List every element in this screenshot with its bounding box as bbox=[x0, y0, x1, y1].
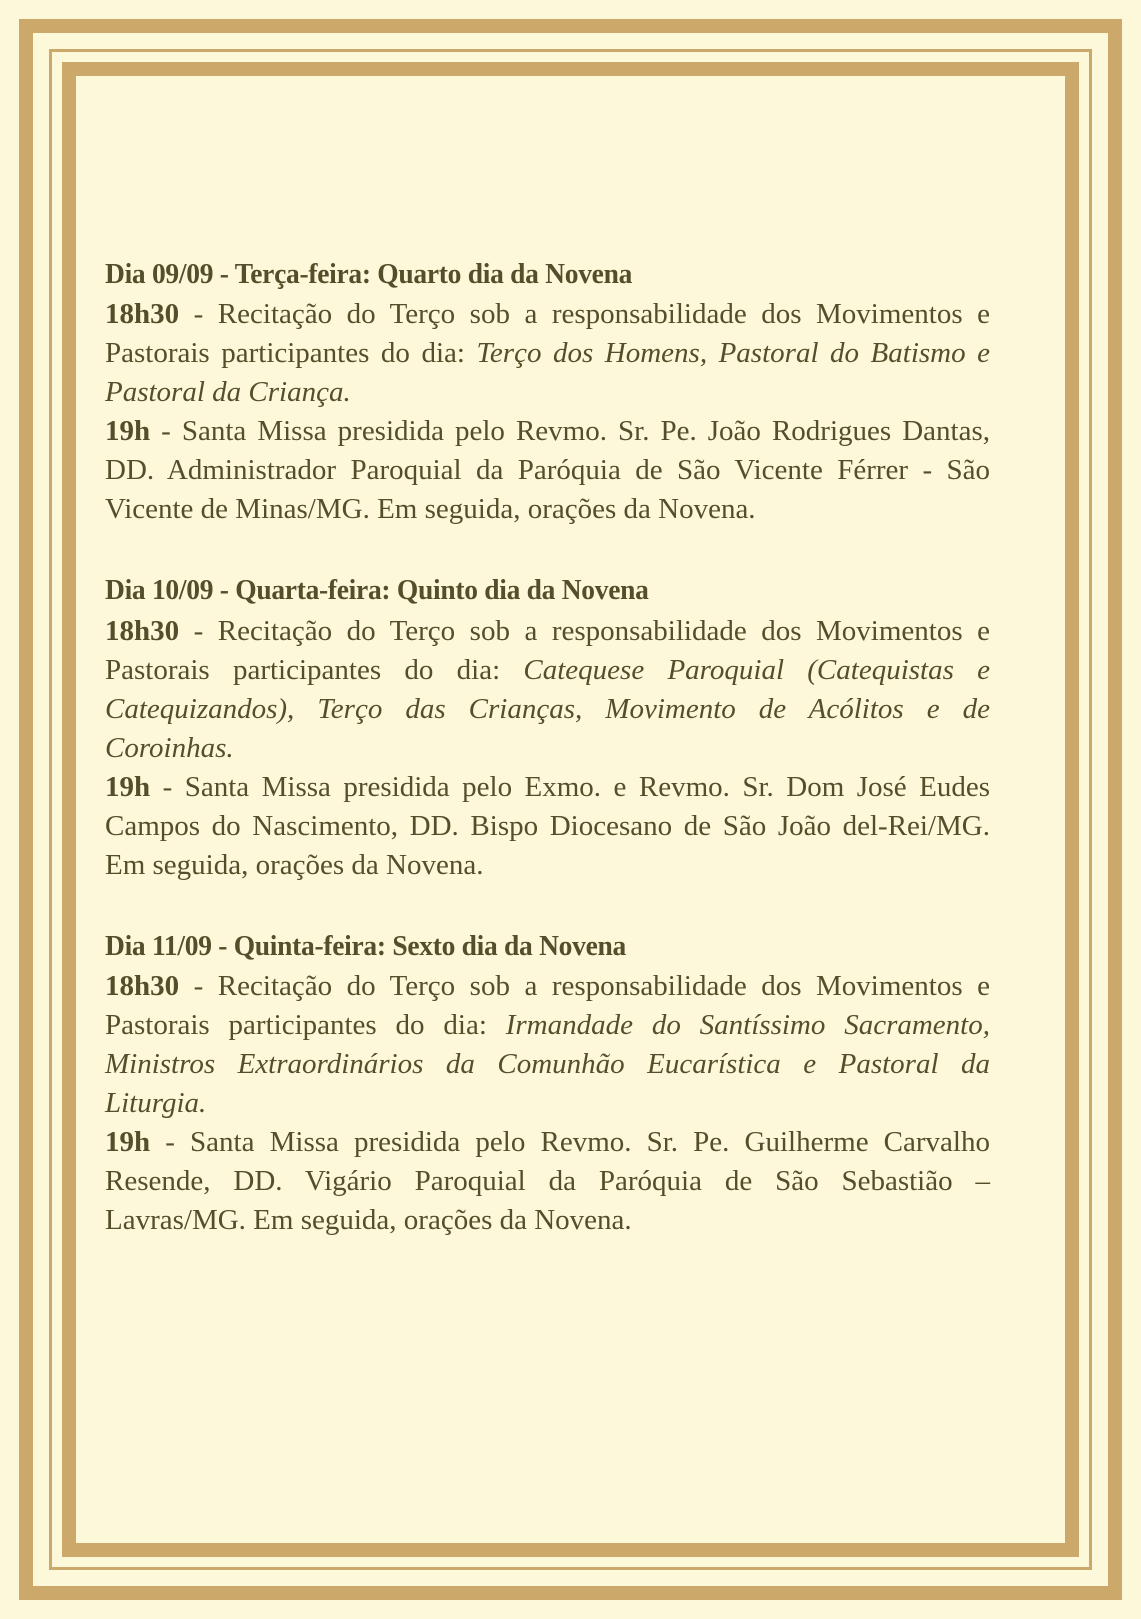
day-block bbox=[105, 255, 990, 529]
mass-description: Santa Missa presidida pelo Revmo. Sr. Pe. João Rodrigues Dantas, DD. Administrador Paroquial da Paróquia de São Vicente Férrer - São Vicente de Minas/MG. Em seguida, orações da Novena. bbox=[105, 415, 990, 526]
mass-entry bbox=[105, 412, 990, 529]
rosary-separator: - bbox=[179, 298, 218, 331]
rosary-separator: - bbox=[179, 614, 218, 647]
mass-separator: - bbox=[150, 415, 182, 448]
rosary-description: Recitação do Terço sob a responsabilidade dos Movimentos e Pastorais participantes do dia: bbox=[105, 614, 990, 686]
rosary-time: 18h30 bbox=[105, 298, 180, 331]
rosary-description: Recitação do Terço sob a responsabilidade dos Movimentos e Pastorais participantes do dia: bbox=[105, 969, 990, 1041]
rosary-separator: - bbox=[179, 969, 218, 1002]
rosary-entry bbox=[105, 295, 990, 412]
rosary-description: Recitação do Terço sob a responsabilidade dos Movimentos e Pastorais participantes do dia: bbox=[105, 298, 990, 370]
day-heading: Dia 11/09 - Quinta-feira: Sexto dia da Novena bbox=[105, 930, 626, 962]
mass-separator: - bbox=[150, 770, 185, 803]
rosary-groups: Terço dos Homens, Pastoral do Batismo e Pastoral da Criança. bbox=[105, 337, 990, 409]
mass-time: 19h bbox=[105, 415, 151, 448]
mass-description: Santa Missa presidida pelo Revmo. Sr. Pe. Guilherme Carvalho Resende, DD. Vigário Paroquial da Paróquia de São Sebastião – Lavras/MG. Em seguida, orações da Novena. bbox=[105, 1125, 990, 1236]
day-block bbox=[105, 571, 990, 884]
day-heading: Dia 09/09 - Terça-feira: Quarto dia da Novena bbox=[105, 259, 633, 290]
day-heading: Dia 10/09 - Quarta-feira: Quinto dia da Novena bbox=[105, 575, 649, 607]
mass-separator: - bbox=[150, 1125, 191, 1158]
mass-entry bbox=[105, 1123, 990, 1240]
day-block bbox=[105, 927, 990, 1240]
rosary-entry bbox=[105, 967, 990, 1123]
novena-schedule bbox=[105, 255, 990, 1240]
rosary-groups: Irmandade do Santíssimo Sacramento, Ministros Extraordinários da Comunhão Eucarística e Pastoral da Liturgia. bbox=[105, 1008, 990, 1119]
rosary-time: 18h30 bbox=[105, 614, 180, 647]
rosary-time: 18h30 bbox=[105, 969, 180, 1002]
rosary-groups: Catequese Paroquial (Catequistas e Catequizandos), Terço das Crianças, Movimento de Acólitos e de Coroinhas. bbox=[105, 653, 991, 764]
mass-time: 19h bbox=[105, 770, 151, 803]
mass-time: 19h bbox=[105, 1125, 151, 1158]
mass-entry bbox=[105, 768, 990, 885]
rosary-entry bbox=[105, 612, 990, 768]
mass-description: Santa Missa presidida pelo Exmo. e Revmo. Sr. Dom José Eudes Campos do Nascimento, DD. Bispo Diocesano de São João del-Rei/MG. Em seguida, orações da Novena. bbox=[105, 770, 990, 881]
